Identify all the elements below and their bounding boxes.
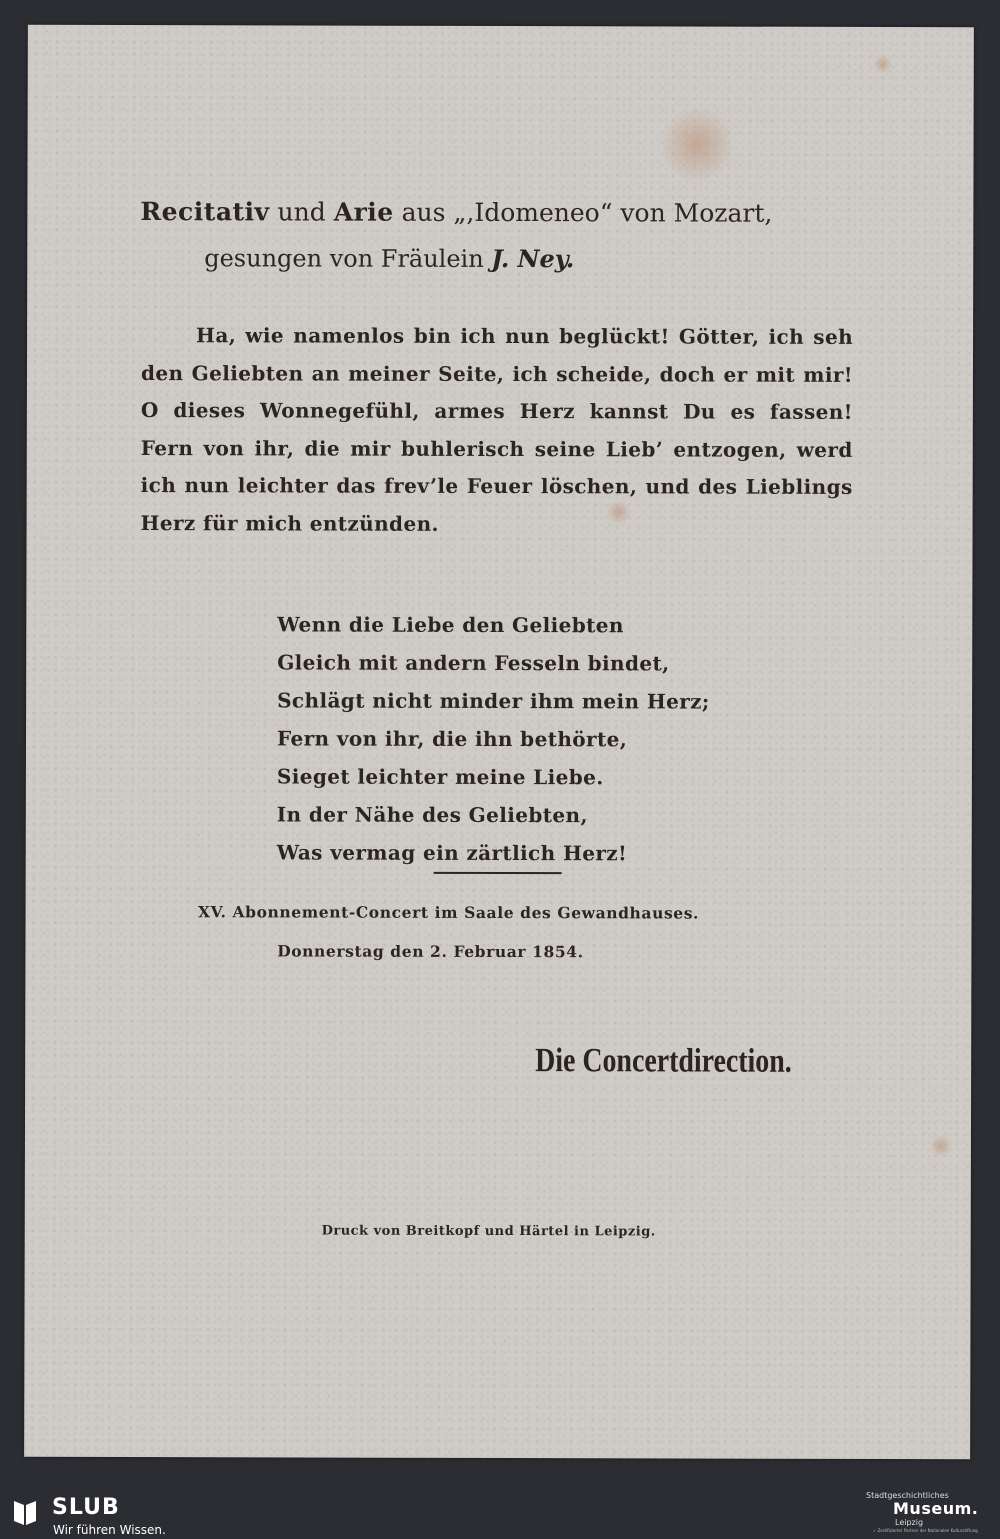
subtitle-prefix: gesungen von Fräulein [204,244,492,273]
recitative-line: Herz für mich entzünden. [140,510,439,536]
title-connector: und [269,197,334,227]
aria-line: Schlägt nicht minder ihm mein Herz; [277,688,710,714]
title-source: aus „,Idomeneo“ von Mozart, [393,197,773,228]
aria-line: Was vermag ein zärtlich Herz! [276,840,628,866]
recitative-line: O dieses Wonnegefühl, armes Herz kannst Du es fassen! [140,398,853,424]
recitative-line: Ha, wie namenlos bin ich nun beglückt! Götter, ich seh [196,323,854,349]
museum-city: Leipzig [895,1518,924,1527]
printer-imprint: Druck von Breitkopf und Härtel in Leipzig. [321,1223,656,1240]
singer-name: J. Ney. [491,243,575,274]
slub-logo-text: SLUB [52,1495,120,1520]
concert-title: XV. Abonnement-Concert im Saale des Gewandhauses. [197,902,700,923]
museum-prefix: Stadtgeschichtliches [866,1491,949,1500]
aria-line: Fern von ihr, die ihn bethörte, [276,726,628,752]
paper-stain [662,104,732,184]
museum-logo-text: Museum. [893,1499,979,1518]
paper-stain [874,55,892,73]
aria-verse [277,605,710,872]
viewer-footer [0,1489,1000,1539]
museum-partner-note: ✓ Zertifizierter Partner der Nationalen Kulturstiftung [873,1528,978,1533]
document-title [140,197,880,228]
divider-rule [434,872,562,874]
slub-book-icon [12,1497,38,1527]
title-word-arie: Arie [333,197,394,227]
slub-tagline: Wir führen Wissen. [53,1523,166,1537]
paper-stain [930,1135,952,1157]
aria-line: Wenn die Liebe den Geliebten [277,612,624,638]
signature: Die Concertdirection. [535,1042,792,1080]
title-word-recitativ: Recitativ [140,197,270,227]
aria-line: Sieget leichter meine Liebe. [276,764,604,790]
concert-date: Donnerstag den 2. Februar 1854. [277,941,584,962]
recitative-line: Fern von ihr, die mir buhlerisch seine Lieb’ entzogen, werd [140,435,853,462]
document-subtitle [204,243,574,273]
scanned-document-page [24,25,974,1459]
aria-line: Gleich mit andern Fesseln bindet, [277,650,670,676]
aria-line: In der Nähe des Geliebten, [276,802,588,828]
recitative-line: den Geliebten an meiner Seite, ich scheide, doch er mit mir! [140,360,853,387]
recitative-text [141,317,854,544]
recitative-line: ich nun leichter das frev’le Feuer löschen, und des Lieblings [140,473,853,499]
